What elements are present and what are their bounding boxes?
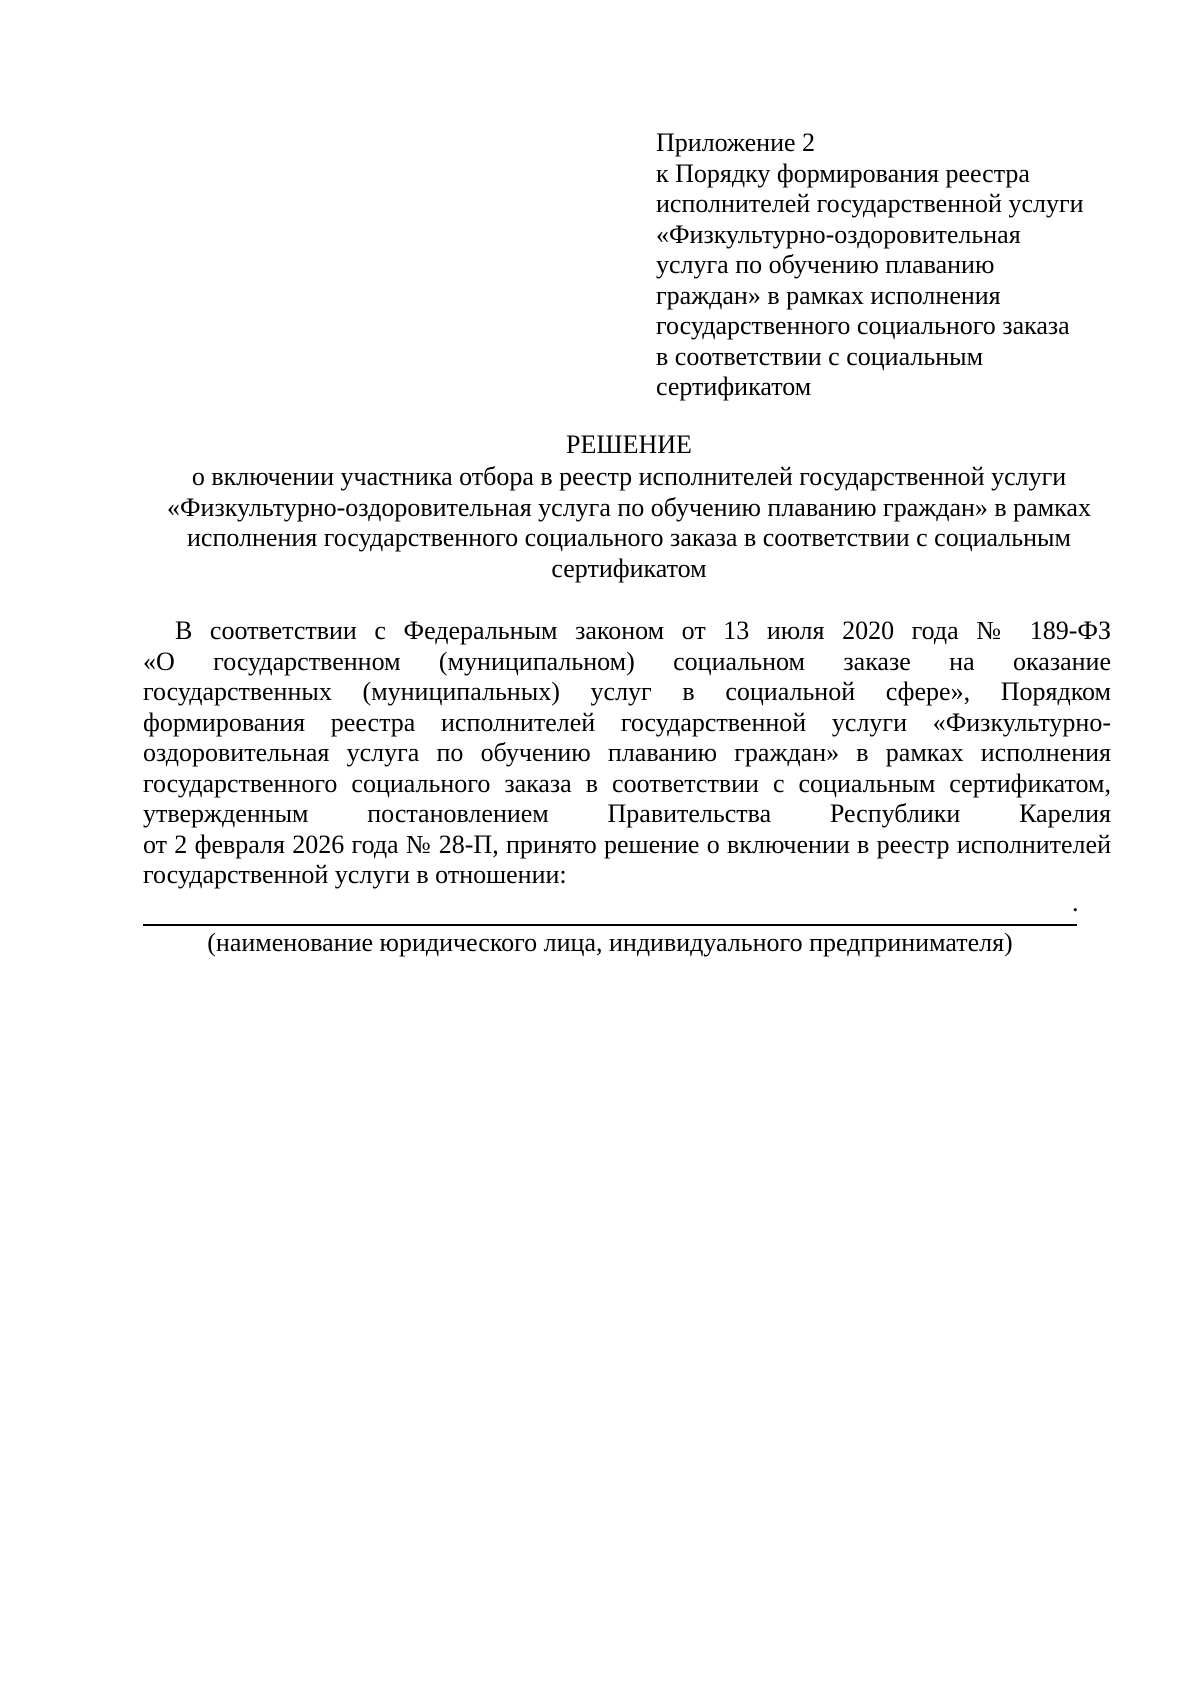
subtitle-line: о включении участника отбора в реестр исполнителей государственной услуги	[191, 462, 1067, 491]
appendix-line: «Физкультурно-оздоровительная	[656, 219, 1021, 249]
appendix-line: государственного социального заказа	[656, 311, 1070, 340]
appendix-line: к Порядку формирования реестра	[656, 158, 1030, 188]
body-line: В соответствии с Федеральным законом от 13 июля 2020 года № 189-ФЗ	[175, 616, 1111, 645]
body-line: государственных (муниципальных) услуг в социальной сфере», Порядком	[143, 677, 1111, 706]
body-line: формирования реестра исполнителей государственной услуги «Физкультурно-	[143, 707, 1111, 737]
appendix-line: сертификатом	[656, 372, 812, 401]
decision-body	[143, 616, 1111, 891]
decision-title: РЕШЕНИЕ	[566, 430, 692, 459]
subtitle-line: сертификатом	[551, 553, 707, 583]
body-line: государственного социального заказа в соответствии с социальным сертификатом,	[143, 768, 1111, 798]
decision-subtitle	[0, 462, 1200, 584]
blank-field-trailing-mark: .	[1072, 888, 1079, 917]
appendix-line: в соответствии с социальным	[656, 341, 984, 371]
body-line: «О государственном (муниципальном) социальном заказе на оказание	[143, 646, 1111, 676]
blank-field-underline	[143, 924, 1077, 926]
blank-field-caption: (наименование юридического лица, индивидуального предпринимателя)	[207, 928, 1013, 957]
appendix-header	[656, 128, 1126, 403]
appendix-line: услуга по обучению плаванию	[656, 250, 995, 279]
body-line: утвержденным постановлением Правительства Республики Карелия	[143, 799, 1111, 828]
body-line: оздоровительная услуга по обучению плаванию граждан» в рамках исполнения	[143, 738, 1111, 767]
appendix-line: граждан» в рамках исполнения	[656, 280, 1001, 310]
appendix-line: Приложение 2	[656, 128, 816, 157]
body-line: государственной услуги в отношении:	[143, 860, 567, 889]
subtitle-line: «Физкультурно-оздоровительная услуга по обучению плаванию граждан» в рамках	[167, 492, 1091, 522]
appendix-line: исполнителей государственной услуги	[656, 189, 1084, 218]
body-line: от 2 февраля 2026 года № 28-П, принято решение о включении в реестр исполнителей	[143, 829, 1111, 859]
subtitle-line: исполнения государственного социального заказа в соответствии с социальным	[187, 523, 1071, 552]
